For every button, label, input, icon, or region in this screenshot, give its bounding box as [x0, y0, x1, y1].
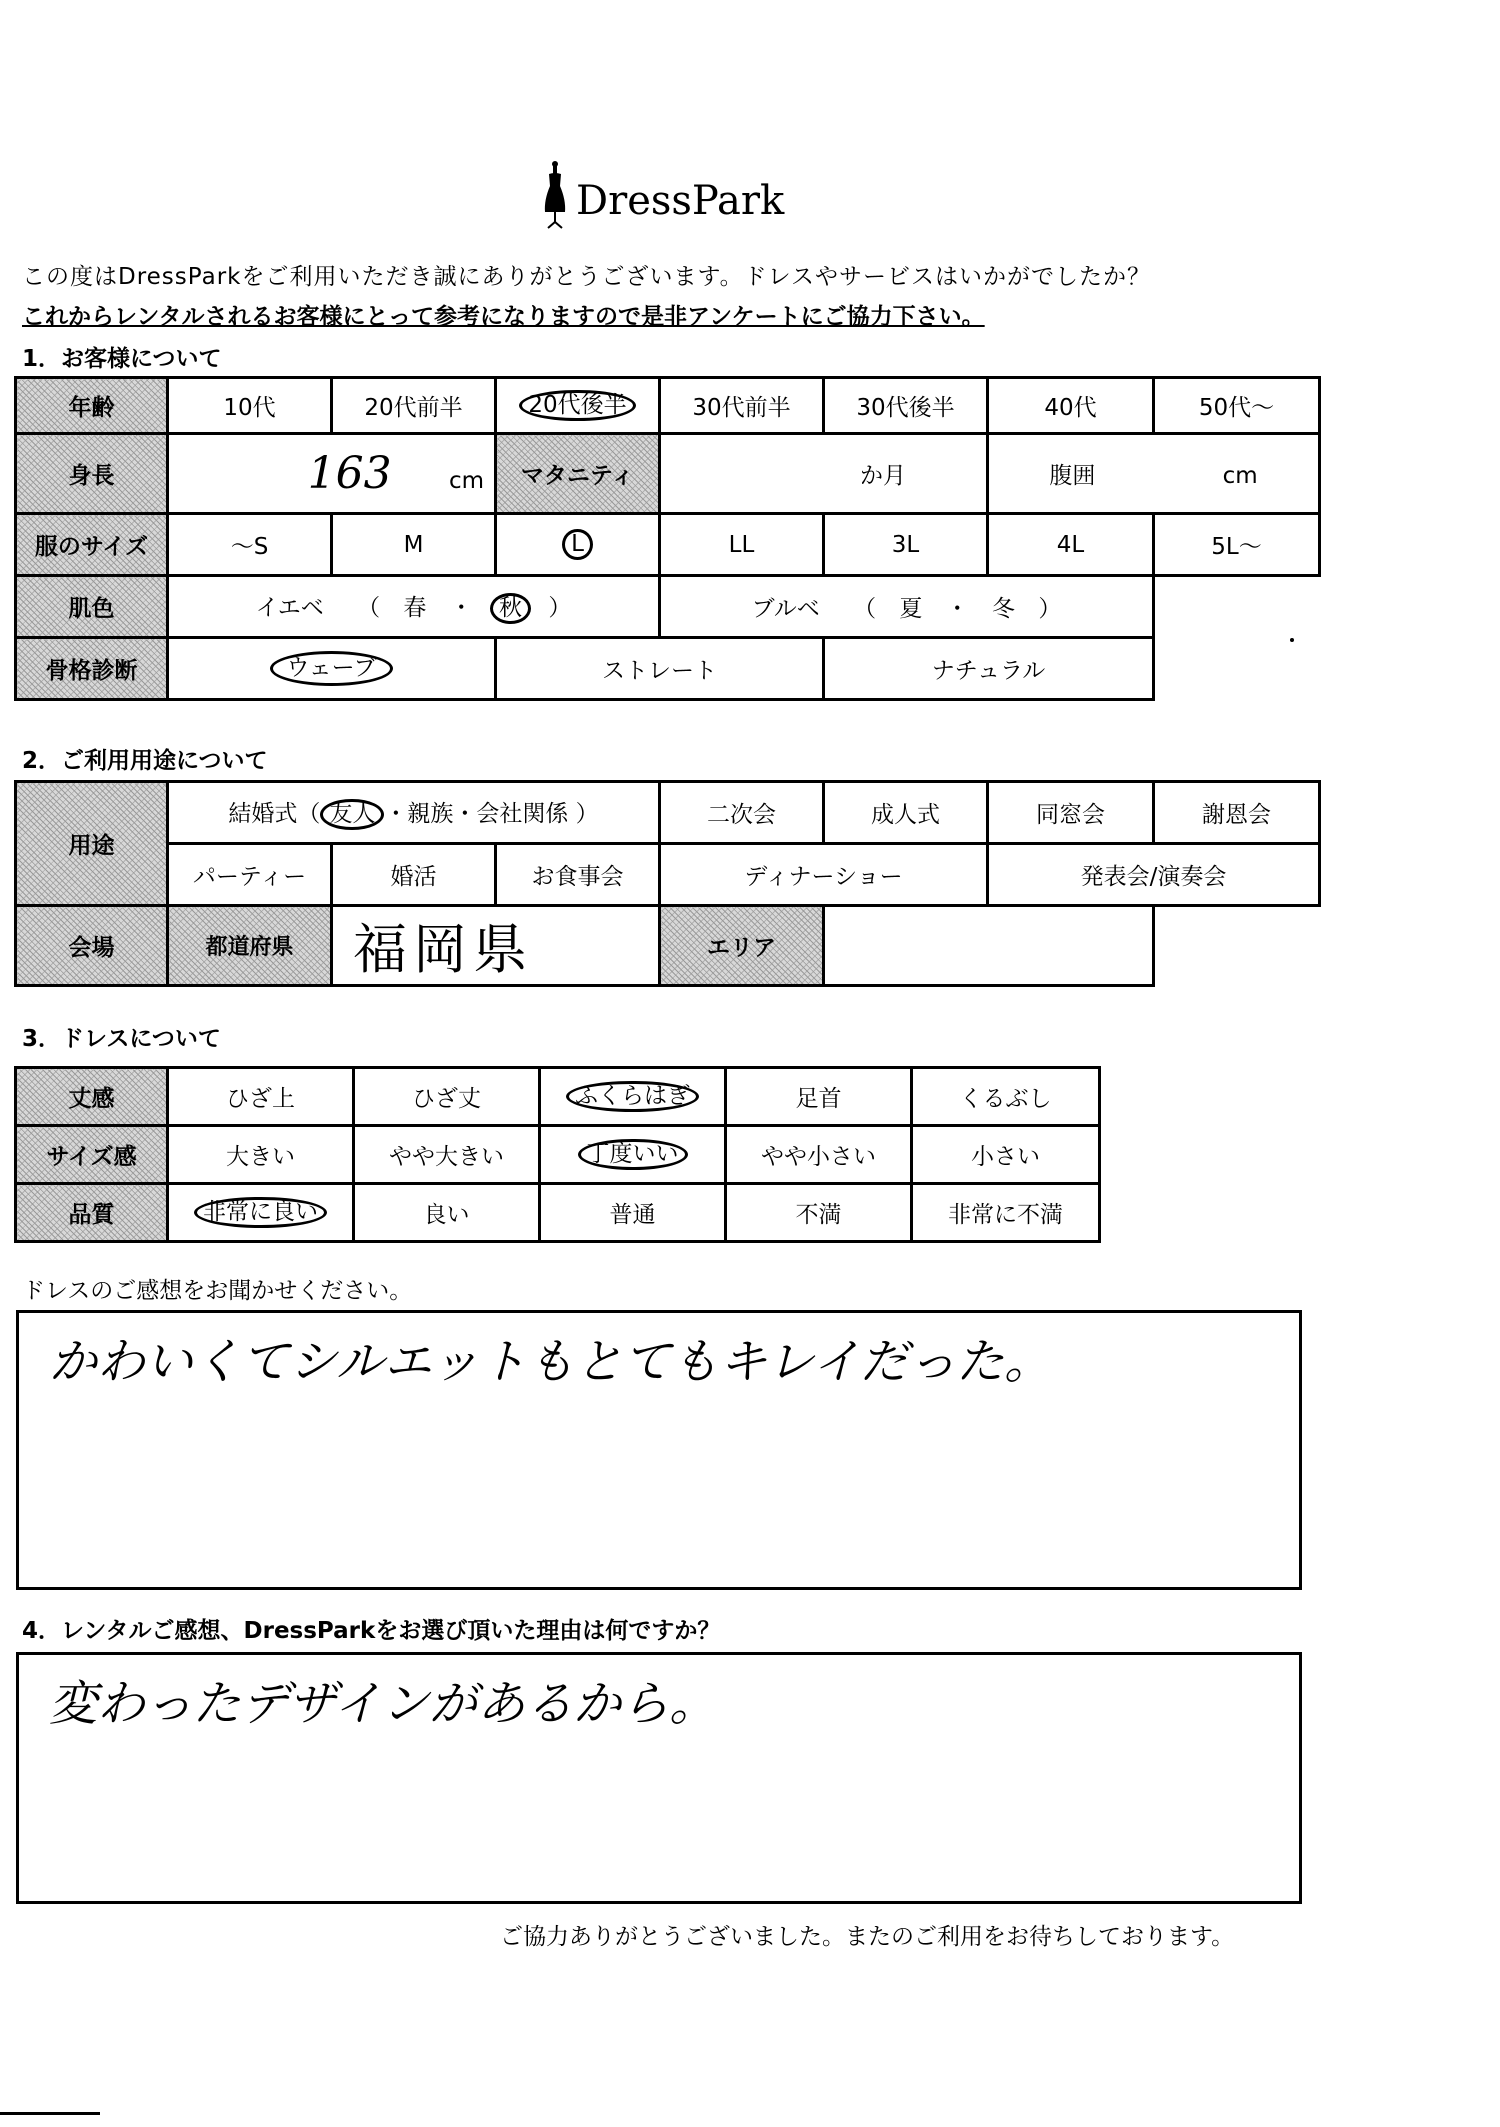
- reason-box[interactable]: [16, 1652, 1302, 1904]
- usage-label: 用途: [16, 782, 168, 906]
- selected-circle: L: [562, 529, 593, 560]
- selected-circle: ふくらはぎ: [566, 1081, 699, 1112]
- waist-label: 腹囲: [1049, 463, 1096, 489]
- summer-option: 夏: [899, 596, 923, 622]
- size-row: [16, 514, 1320, 576]
- frame-option-selected[interactable]: [168, 638, 496, 700]
- usage-option[interactable]: 謝恩会: [1154, 782, 1320, 844]
- prefecture-label: 都道府県: [168, 906, 332, 986]
- footer-thanks: ご協力ありがとうございました。またのご利用をお待ちしております。: [500, 1924, 1235, 1950]
- quality-option-selected[interactable]: [168, 1184, 354, 1242]
- quality-option[interactable]: 良い: [354, 1184, 540, 1242]
- area-field[interactable]: [824, 906, 1154, 986]
- usage-option[interactable]: パーティー: [168, 844, 332, 906]
- quality-label: 品質: [16, 1184, 168, 1242]
- usage-table: [14, 780, 1321, 987]
- length-option[interactable]: ひざ丈: [354, 1068, 540, 1126]
- prefecture-value: 福岡県: [353, 918, 533, 981]
- height-label: 身長: [16, 434, 168, 514]
- paren-open: （: [853, 596, 877, 622]
- section-1-title: 1．お客様について: [22, 346, 222, 372]
- impressions-prompt: ドレスのご感想をお聞かせください。: [22, 1278, 413, 1304]
- impressions-answer: かわいくてシルエットもとてもキレイだった。: [49, 1334, 1052, 1390]
- scan-artifact: [1290, 638, 1294, 642]
- scan-artifact: [0, 2112, 100, 2115]
- age-option[interactable]: 50代～: [1154, 378, 1320, 434]
- height-row: [16, 434, 1320, 514]
- venue-row: [16, 906, 1320, 986]
- frame-label: 骨格診断: [16, 638, 168, 700]
- fit-option[interactable]: 小さい: [912, 1126, 1100, 1184]
- empty-cell: [1154, 638, 1320, 700]
- yellow-base-label: イエベ: [255, 594, 324, 621]
- size-option-selected[interactable]: [496, 514, 660, 576]
- fit-option[interactable]: 大きい: [168, 1126, 354, 1184]
- fit-option-selected[interactable]: [540, 1126, 726, 1184]
- friend-option-selected: 友人: [320, 799, 384, 830]
- customer-table: [14, 376, 1321, 701]
- autumn-option-selected: 秋: [490, 593, 531, 624]
- age-label: 年齢: [16, 378, 168, 434]
- intro-line-2: これからレンタルされるお客様にとって参考になりますので是非アンケートにご協力下さい。: [22, 304, 985, 330]
- age-option[interactable]: 40代: [988, 378, 1154, 434]
- prefecture-field[interactable]: [332, 906, 660, 986]
- reason-answer: 変わったデザインがあるから。: [49, 1676, 718, 1732]
- dot: ・: [945, 596, 969, 622]
- usage-option[interactable]: 発表会/演奏会: [988, 844, 1320, 906]
- age-option[interactable]: 20代前半: [332, 378, 496, 434]
- venue-label: 会場: [16, 906, 168, 986]
- quality-option[interactable]: 普通: [540, 1184, 726, 1242]
- section-2-title: 2．ご利用用途について: [22, 748, 268, 774]
- dot: ・: [449, 594, 473, 621]
- fit-option[interactable]: やや小さい: [726, 1126, 912, 1184]
- fit-label: サイズ感: [16, 1126, 168, 1184]
- usage-option[interactable]: お食事会: [496, 844, 660, 906]
- empty-cell: [1154, 576, 1320, 638]
- length-option[interactable]: ひざ上: [168, 1068, 354, 1126]
- waist-unit: cm: [1222, 463, 1258, 489]
- selected-circle: 丁度いい: [578, 1139, 688, 1170]
- age-option[interactable]: 10代: [168, 378, 332, 434]
- size-option[interactable]: ～S: [168, 514, 332, 576]
- age-row: [16, 378, 1320, 434]
- months-unit: か月: [860, 463, 906, 489]
- size-option[interactable]: 4L: [988, 514, 1154, 576]
- skin-row: [16, 576, 1320, 638]
- dresspark-logo: [540, 160, 800, 230]
- usage-option[interactable]: 婚活: [332, 844, 496, 906]
- wedding-prefix: 結婚式（: [228, 800, 321, 827]
- quality-option[interactable]: 不満: [726, 1184, 912, 1242]
- intro-line-1: この度はDressParkをご利用いただき誠にありがとうございます。ドレスやサービスはいかがでしたか？: [22, 264, 1151, 290]
- maternity-label: マタニティ: [496, 434, 660, 514]
- frame-option[interactable]: ナチュラル: [824, 638, 1154, 700]
- fit-row: [16, 1126, 1100, 1184]
- length-row: [16, 1068, 1100, 1126]
- usage-option[interactable]: ディナーショー: [660, 844, 988, 906]
- section-4-title: 4．レンタルご感想、DressParkをお選び頂いた理由は何ですか？: [22, 1618, 721, 1644]
- length-option[interactable]: 足首: [726, 1068, 912, 1126]
- fit-option[interactable]: やや大きい: [354, 1126, 540, 1184]
- height-unit: cm: [448, 468, 484, 494]
- age-option-selected[interactable]: [496, 378, 660, 434]
- spring-option: 春: [403, 594, 427, 621]
- frame-option[interactable]: ストレート: [496, 638, 824, 700]
- age-option[interactable]: 30代前半: [660, 378, 824, 434]
- age-option[interactable]: 30代後半: [824, 378, 988, 434]
- height-value: 163: [307, 448, 392, 499]
- paren-close: ）: [548, 594, 572, 621]
- brand-name: DressPark: [576, 178, 785, 224]
- wedding-rest: ・親族・会社関係 ）: [384, 800, 599, 827]
- paren-close: ）: [1038, 596, 1062, 622]
- length-label: 丈感: [16, 1068, 168, 1126]
- frame-row: [16, 638, 1320, 700]
- dress-table: [14, 1066, 1101, 1243]
- maternity-months-field[interactable]: [660, 434, 988, 514]
- height-field[interactable]: [168, 434, 496, 514]
- paren-open: （: [357, 594, 381, 621]
- impressions-box[interactable]: [16, 1310, 1302, 1590]
- selected-circle: ウェーブ: [270, 651, 394, 686]
- blue-base-option[interactable]: [660, 576, 1154, 638]
- length-option[interactable]: くるぶし: [912, 1068, 1100, 1126]
- selected-circle: 20代後半: [519, 390, 635, 421]
- dress-form-icon: [540, 160, 570, 230]
- size-option[interactable]: 5L～: [1154, 514, 1320, 576]
- usage-option[interactable]: 成人式: [824, 782, 988, 844]
- size-option[interactable]: LL: [660, 514, 824, 576]
- winter-option: 冬: [992, 596, 1016, 622]
- area-label: エリア: [660, 906, 824, 986]
- usage-row-1: [16, 782, 1320, 844]
- quality-row: [16, 1184, 1100, 1242]
- blue-base-label: ブルベ: [751, 596, 820, 622]
- usage-option[interactable]: 同窓会: [988, 782, 1154, 844]
- size-option[interactable]: 3L: [824, 514, 988, 576]
- skin-label: 肌色: [16, 576, 168, 638]
- length-option-selected[interactable]: [540, 1068, 726, 1126]
- yellow-base-option[interactable]: [168, 576, 660, 638]
- quality-option[interactable]: 非常に不満: [912, 1184, 1100, 1242]
- size-option[interactable]: M: [332, 514, 496, 576]
- usage-option[interactable]: 二次会: [660, 782, 824, 844]
- selected-circle: 非常に良い: [194, 1197, 327, 1228]
- usage-row-2: [16, 844, 1320, 906]
- wedding-option[interactable]: [168, 782, 660, 844]
- section-3-title: 3．ドレスについて: [22, 1026, 221, 1052]
- size-label: 服のサイズ: [16, 514, 168, 576]
- empty-cell: [1154, 906, 1320, 986]
- waist-field[interactable]: [988, 434, 1320, 514]
